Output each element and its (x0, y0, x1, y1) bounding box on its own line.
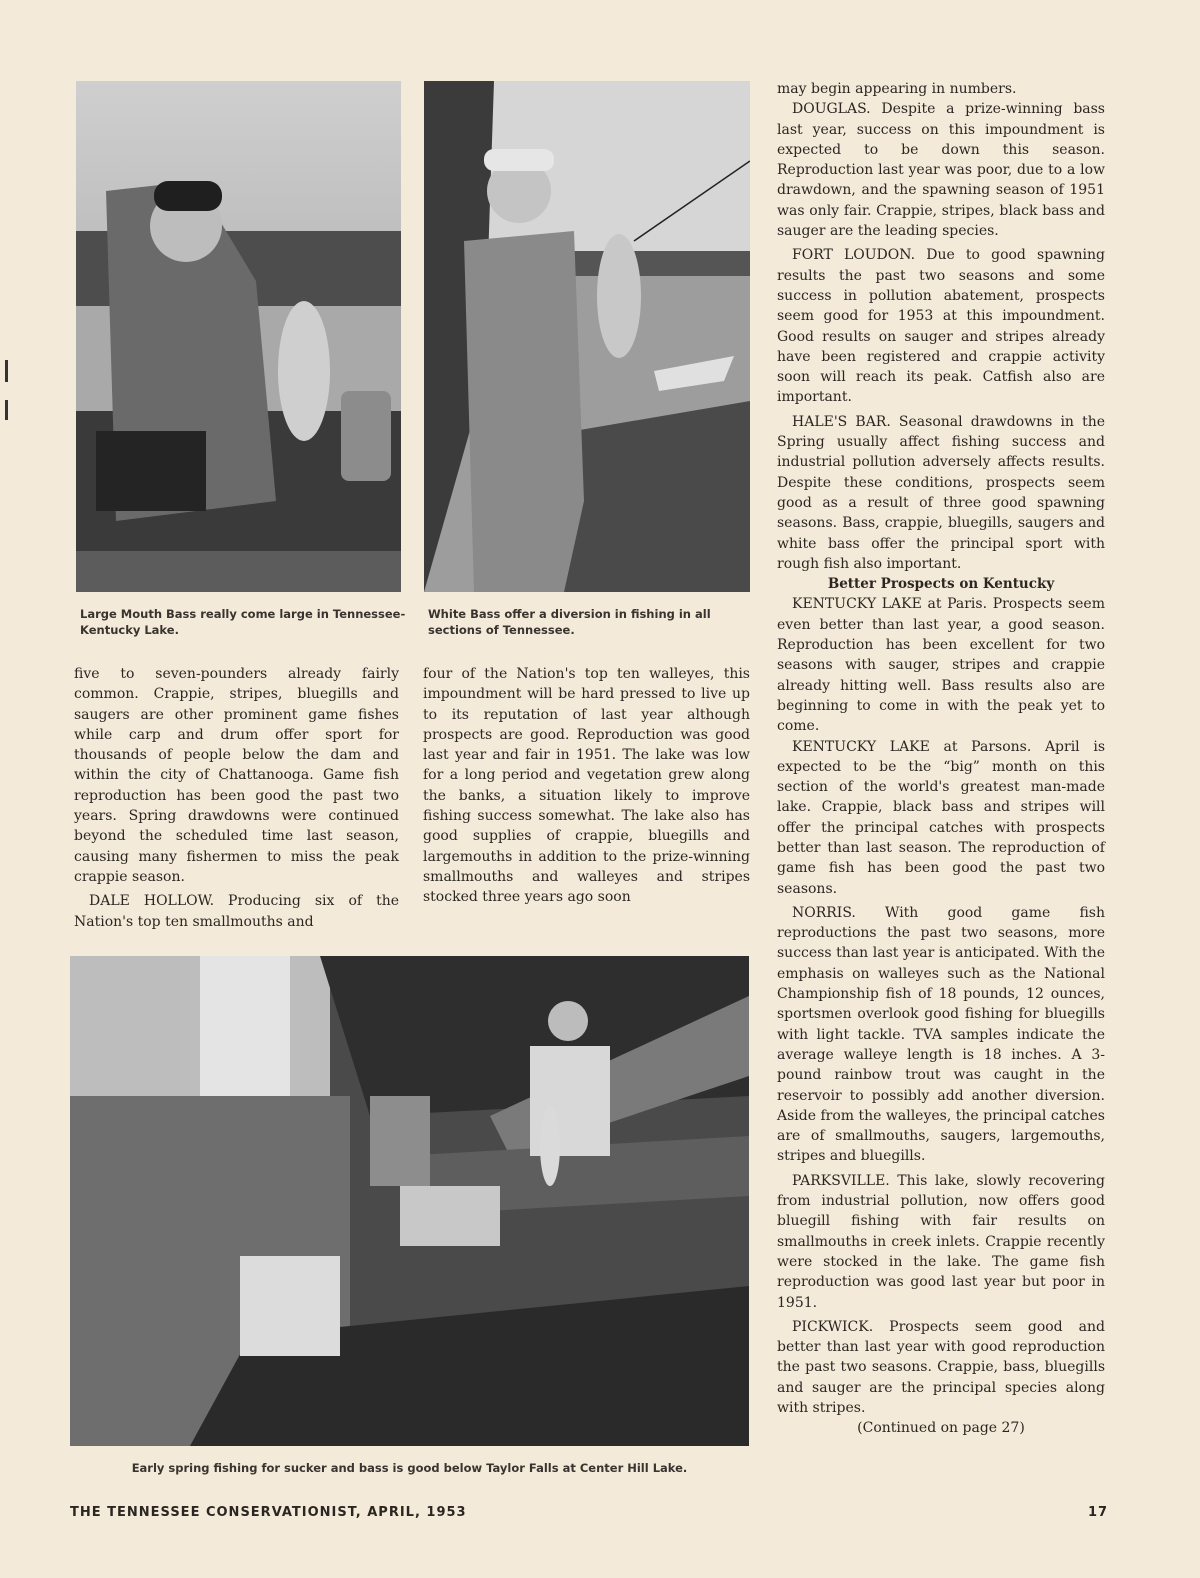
col1-paragraph: five to seven-pounders already fairly common. Crappie, stripes, bluegills and saugers are other prominent game fishes while carp and drum offer sport for thousands of people below the dam and within the city of Chattanooga. Game fish reproduction has been good the past two years. Spring drawdowns were continued beyond the scheduled time last season, causing many fishermen to miss the peak crappie season. (74, 666, 399, 885)
col2-paragraph: four of the Nation's top ten walleyes, this impoundment will be hard pressed to live up to its reputation of last year although prospects are good. Reproduction was good last year and fair in 1951. The lake was low for a long period and vegetation grew along the banks, a situation likely to improve fishing success somewhat. The lake also has good supplies of crappie, bluegills and largemouths in addition to the prize-winning smallmouths and walleyes and stripes stocked three years ago soon (423, 666, 750, 906)
column-1-text (74, 664, 399, 932)
photo-largemouth-bass (76, 81, 401, 592)
page-number: 17 (1088, 1505, 1109, 1520)
photo-taylor-falls (70, 956, 749, 1446)
hales-bar-paragraph: HALE'S BAR. Seasonal drawdowns in the Spring usually affect fishing success and industrial pollution adversely affects results. Despite these conditions, prospects seem good as a result of three good spawning seasons. Bass, crappie, bluegills, saugers and white bass offer the principal sport with rough fish also important. (777, 413, 1105, 572)
norris-paragraph: NORRIS. With good game fish reproductions the past two seasons, more success than last year is anticipated. With the emphasis on walleyes such as the National Championship fish of 18 pounds, 12 ounces, sportsmen overlook good fishing for bluegills with light tackle. TVA samples indicate the average walleye length is 18 inches. A 3-pound rainbow trout was caught in the reservoir to possibly add another diversion. Aside from the walleyes, the principal catches are of smallmouths, saugers, largemouths, stripes and bluegills. (777, 904, 1105, 1165)
kentucky-paris-paragraph: KENTUCKY LAKE at Paris. Prospects seem even better than last year, a good season. Reproduction has been excellent for two seasons with sauger, stripes and crappie already hitting well. Bass results also are beginning to come in with the peak yet to come. (777, 596, 1105, 735)
subheading-kentucky: Better Prospects on Kentucky (827, 576, 1055, 593)
caption-photo1: Large Mouth Bass really come large in Tennessee-Kentucky Lake. (80, 607, 406, 637)
caption-photo3: Early spring fishing for sucker and bass is good below Taylor Falls at Center Hill Lake. (131, 1461, 688, 1475)
douglas-paragraph: DOUGLAS. Despite a prize-winning bass last year, success on this impoundment is expected to be down this season. Reproduction last year was poor, due to a low drawdown, and the spawning season of 1951 was only fair. Crappie, stripes, black bass and sauger are the leading species. (777, 101, 1105, 240)
parksville-paragraph: PARKSVILLE. This lake, slowly recovering from industrial pollution, now offers good bluegill fishing with fair results on smallmouths in creek inlets. Crappie recently were stocked in the lake. The game fish reproduction was good last year but poor in 1951. (777, 1172, 1105, 1311)
caption-photo2: White Bass offer a diversion in fishing in all sections of Tennessee. (428, 607, 711, 637)
margin-mark (5, 360, 8, 382)
fort-loudon-paragraph: FORT LOUDON. Due to good spawning results the past two seasons and some success in pollution abatement, prospects seem good for 1953 at this impoundment. Good results on sauger and stripes already have been registered and crappie activity soon will reach its peak. Catfish also are important. (777, 247, 1105, 406)
col3-lead-paragraph: may begin appearing in numbers. (777, 81, 1017, 97)
dale-hollow-paragraph: DALE HOLLOW. Producing six of the Nation's top ten smallmouths and (74, 893, 399, 930)
continued-note: (Continued on page 27) (857, 1420, 1025, 1437)
column-3-text (777, 79, 1105, 1439)
photo-white-bass (424, 81, 750, 592)
pickwick-paragraph: PICKWICK. Prospects seem good and better than last year with good reproduction the past two seasons. Crappie, bass, bluegills and sauger are the principal species along with stripes. (777, 1318, 1105, 1416)
footer-publication: THE TENNESSEE CONSERVATIONIST, APRIL, 1953 (70, 1505, 467, 1520)
column-2-text (423, 664, 750, 908)
kentucky-parsons-paragraph: KENTUCKY LAKE at Parsons. April is expected to be the “big” month on this section of the world's greatest man-made lake. Crappie, black bass and stripes will offer the principal catches with prospects better than last season. The reproduction of game fish has been good the past two seasons. (777, 738, 1105, 897)
margin-mark (5, 400, 8, 420)
